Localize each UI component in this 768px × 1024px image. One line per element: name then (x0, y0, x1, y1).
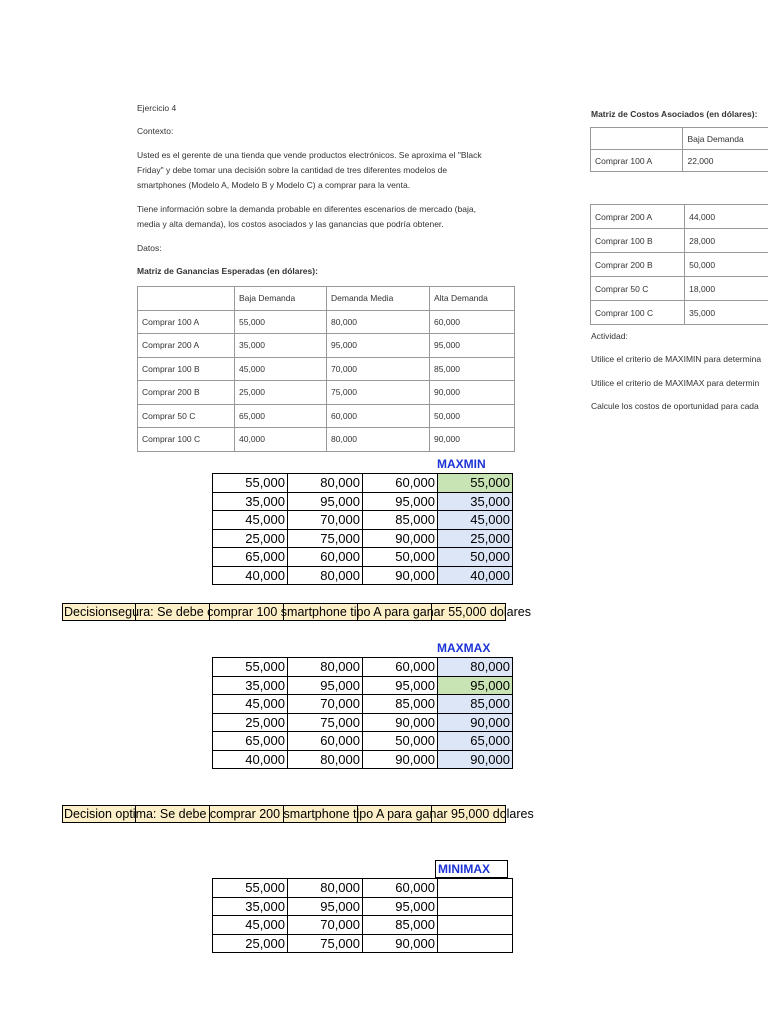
costs-matrix-title: Matriz de Costos Asociados (en dólares): (591, 109, 758, 119)
value-cell[interactable]: 40,000 (213, 750, 288, 769)
table-row (213, 548, 513, 567)
table-cell: 35,000 (235, 334, 327, 358)
table-cell: 95,000 (430, 334, 515, 358)
maxmin-decision (62, 603, 532, 621)
table-cell: Comprar 200 A (138, 334, 235, 358)
maxmax-header: MAXMAX (437, 641, 491, 655)
table-cell: Comprar 50 C (138, 404, 235, 428)
table-cell: 25,000 (235, 381, 327, 405)
table-row (213, 511, 513, 530)
value-cell[interactable]: 75,000 (288, 529, 363, 548)
value-cell[interactable]: 60,000 (363, 474, 438, 493)
value-cell[interactable]: 80,000 (288, 474, 363, 493)
maxmin-decision-text: Decisionsegura: Se debe comprar 100 smartphone tipo A para ganar 55,000 dolares (64, 605, 531, 619)
value-cell[interactable]: 85,000 (363, 695, 438, 714)
table-header-row (138, 287, 515, 311)
table-header-cell: Baja Demanda (683, 128, 768, 150)
table-cell: 18,000 (685, 277, 768, 301)
value-cell[interactable]: 60,000 (288, 732, 363, 751)
table-cell: Comprar 200 B (138, 381, 235, 405)
value-cell[interactable]: 80,000 (288, 879, 363, 898)
table-row (213, 529, 513, 548)
table-cell: 55,000 (235, 310, 327, 334)
value-cell[interactable]: 25,000 (213, 934, 288, 953)
data-label: Datos: (137, 243, 162, 253)
table-row (138, 428, 515, 452)
result-cell[interactable]: 50,000 (438, 548, 513, 567)
value-cell[interactable]: 95,000 (363, 676, 438, 695)
value-cell[interactable]: 25,000 (213, 529, 288, 548)
table-row (138, 381, 515, 405)
info-line-1: Tiene información sobre la demanda probable en diferentes escenarios de mercado (baja, (137, 204, 476, 214)
minimax-header: MINIMAX (438, 862, 490, 876)
maxmin-header: MAXMIN (437, 457, 486, 471)
table-header-cell: Baja Demanda (235, 287, 327, 311)
value-cell[interactable]: 70,000 (288, 695, 363, 714)
minimax-header-cell (435, 860, 508, 878)
table-cell: 35,000 (685, 301, 768, 325)
value-cell[interactable]: 25,000 (213, 713, 288, 732)
table-cell: 70,000 (327, 357, 430, 381)
table-row (591, 150, 768, 172)
table-row (138, 310, 515, 334)
table-row (591, 277, 768, 301)
table-header-cell: Demanda Media (327, 287, 430, 311)
value-cell[interactable]: 75,000 (288, 934, 363, 953)
table-row (138, 357, 515, 381)
table-cell: 90,000 (430, 428, 515, 452)
value-cell[interactable]: 90,000 (363, 750, 438, 769)
context-line-3: smartphones (Modelo A, Modelo B y Modelo C) a comprar para la venta. (137, 180, 411, 190)
value-cell[interactable]: 35,000 (213, 492, 288, 511)
result-cell[interactable] (438, 879, 513, 898)
value-cell[interactable]: 65,000 (213, 732, 288, 751)
gains-matrix-title: Matriz de Ganancias Esperadas (en dólares): (137, 266, 318, 276)
table-cell: 50,000 (685, 253, 768, 277)
table-cell: 44,000 (685, 205, 768, 229)
result-cell[interactable]: 65,000 (438, 732, 513, 751)
activity-line-2: Utilice el criterio de MAXIMAX para determin (591, 378, 760, 388)
value-cell[interactable]: 60,000 (363, 879, 438, 898)
table-row (213, 897, 513, 916)
table-row (213, 676, 513, 695)
table-header-cell (138, 287, 235, 311)
costs-matrix-table-top (590, 127, 768, 172)
value-cell[interactable]: 95,000 (288, 897, 363, 916)
table-row (591, 253, 768, 277)
value-cell[interactable]: 45,000 (213, 916, 288, 935)
value-cell[interactable]: 50,000 (363, 548, 438, 567)
value-cell[interactable]: 95,000 (288, 492, 363, 511)
value-cell[interactable]: 45,000 (213, 511, 288, 530)
result-cell[interactable] (438, 897, 513, 916)
value-cell[interactable]: 60,000 (288, 548, 363, 567)
value-cell[interactable]: 90,000 (363, 934, 438, 953)
value-cell[interactable]: 70,000 (288, 916, 363, 935)
table-row (213, 492, 513, 511)
value-cell[interactable]: 55,000 (213, 879, 288, 898)
gains-matrix-table (137, 286, 515, 452)
table-cell: 22,000 (683, 150, 768, 172)
table-cell: 80,000 (327, 428, 430, 452)
value-cell[interactable]: 90,000 (363, 566, 438, 585)
table-header-cell (591, 128, 683, 150)
table-row (213, 566, 513, 585)
result-cell[interactable]: 90,000 (438, 713, 513, 732)
table-cell: 60,000 (327, 404, 430, 428)
value-cell[interactable]: 85,000 (363, 916, 438, 935)
value-cell[interactable]: 65,000 (213, 548, 288, 567)
table-cell: 40,000 (235, 428, 327, 452)
maxmax-table (212, 657, 513, 769)
context-line-1: Usted es el gerente de una tienda que vende productos electrónicos. Se aproxima el "Black (137, 150, 482, 160)
activity-line-3: Calcule los costos de oportunidad para cada (591, 401, 759, 411)
table-cell: Comprar 50 C (591, 277, 685, 301)
table-row (213, 474, 513, 493)
table-cell: 85,000 (430, 357, 515, 381)
costs-matrix-table-bottom (590, 204, 768, 325)
table-cell: 75,000 (327, 381, 430, 405)
value-cell[interactable]: 45,000 (213, 695, 288, 714)
table-cell: Comprar 100 C (138, 428, 235, 452)
value-cell[interactable]: 60,000 (363, 658, 438, 677)
value-cell[interactable]: 40,000 (213, 566, 288, 585)
result-cell[interactable]: 95,000 (438, 676, 513, 695)
maxmin-table (212, 473, 513, 585)
table-row (213, 934, 513, 953)
value-cell[interactable]: 95,000 (288, 676, 363, 695)
value-cell[interactable]: 90,000 (363, 713, 438, 732)
value-cell[interactable]: 55,000 (213, 658, 288, 677)
table-cell: 28,000 (685, 229, 768, 253)
value-cell[interactable]: 95,000 (363, 492, 438, 511)
table-cell: Comprar 100 B (591, 229, 685, 253)
result-cell[interactable]: 85,000 (438, 695, 513, 714)
table-row (213, 879, 513, 898)
value-cell[interactable]: 90,000 (363, 529, 438, 548)
value-cell[interactable]: 85,000 (363, 511, 438, 530)
value-cell[interactable]: 80,000 (288, 658, 363, 677)
result-cell[interactable] (438, 934, 513, 953)
value-cell[interactable]: 80,000 (288, 566, 363, 585)
info-line-2: media y alta demanda), los costos asociados y las ganancias que podría obtener. (137, 219, 444, 229)
result-cell[interactable]: 45,000 (438, 511, 513, 530)
value-cell[interactable]: 35,000 (213, 897, 288, 916)
maxmax-decision (62, 805, 540, 823)
result-cell[interactable]: 80,000 (438, 658, 513, 677)
table-header-row (591, 128, 768, 150)
minimax-table (212, 878, 513, 953)
context-label: Contexto: (137, 126, 174, 136)
table-cell: 65,000 (235, 404, 327, 428)
table-row (138, 404, 515, 428)
value-cell[interactable]: 80,000 (288, 750, 363, 769)
table-cell: Comprar 100 C (591, 301, 685, 325)
table-cell: 45,000 (235, 357, 327, 381)
table-cell: 60,000 (430, 310, 515, 334)
table-cell: Comprar 100 B (138, 357, 235, 381)
maxmax-decision-text: Decision optima: Se debe comprar 200 smartphone tipo A para ganar 95,000 dolares (64, 807, 534, 821)
table-cell: 95,000 (327, 334, 430, 358)
table-header-cell: Alta Demanda (430, 287, 515, 311)
table-row (213, 750, 513, 769)
result-cell[interactable]: 40,000 (438, 566, 513, 585)
value-cell[interactable]: 75,000 (288, 713, 363, 732)
table-cell: 90,000 (430, 381, 515, 405)
table-cell: Comprar 200 A (591, 205, 685, 229)
value-cell[interactable]: 50,000 (363, 732, 438, 751)
value-cell[interactable]: 55,000 (213, 474, 288, 493)
table-row (213, 658, 513, 677)
result-cell[interactable] (438, 916, 513, 935)
table-cell: Comprar 100 A (138, 310, 235, 334)
exercise-title: Ejercicio 4 (137, 103, 177, 113)
activity-line-1: Utilice el criterio de MAXIMIN para determina (591, 354, 762, 364)
table-cell: Comprar 100 A (591, 150, 683, 172)
table-cell: 80,000 (327, 310, 430, 334)
table-row (213, 695, 513, 714)
value-cell[interactable]: 35,000 (213, 676, 288, 695)
table-row (213, 916, 513, 935)
result-cell[interactable]: 55,000 (438, 474, 513, 493)
table-cell: 50,000 (430, 404, 515, 428)
table-row (591, 301, 768, 325)
value-cell[interactable]: 95,000 (363, 897, 438, 916)
table-row (591, 229, 768, 253)
table-row (213, 732, 513, 751)
result-cell[interactable]: 35,000 (438, 492, 513, 511)
table-cell: Comprar 200 B (591, 253, 685, 277)
value-cell[interactable]: 70,000 (288, 511, 363, 530)
table-row (591, 205, 768, 229)
activity-label: Actividad: (591, 331, 628, 341)
table-row (213, 713, 513, 732)
result-cell[interactable]: 25,000 (438, 529, 513, 548)
context-line-2: Friday" y debe tomar una decisión sobre la cantidad de tres diferentes modelos de (137, 165, 448, 175)
result-cell[interactable]: 90,000 (438, 750, 513, 769)
table-row (138, 334, 515, 358)
